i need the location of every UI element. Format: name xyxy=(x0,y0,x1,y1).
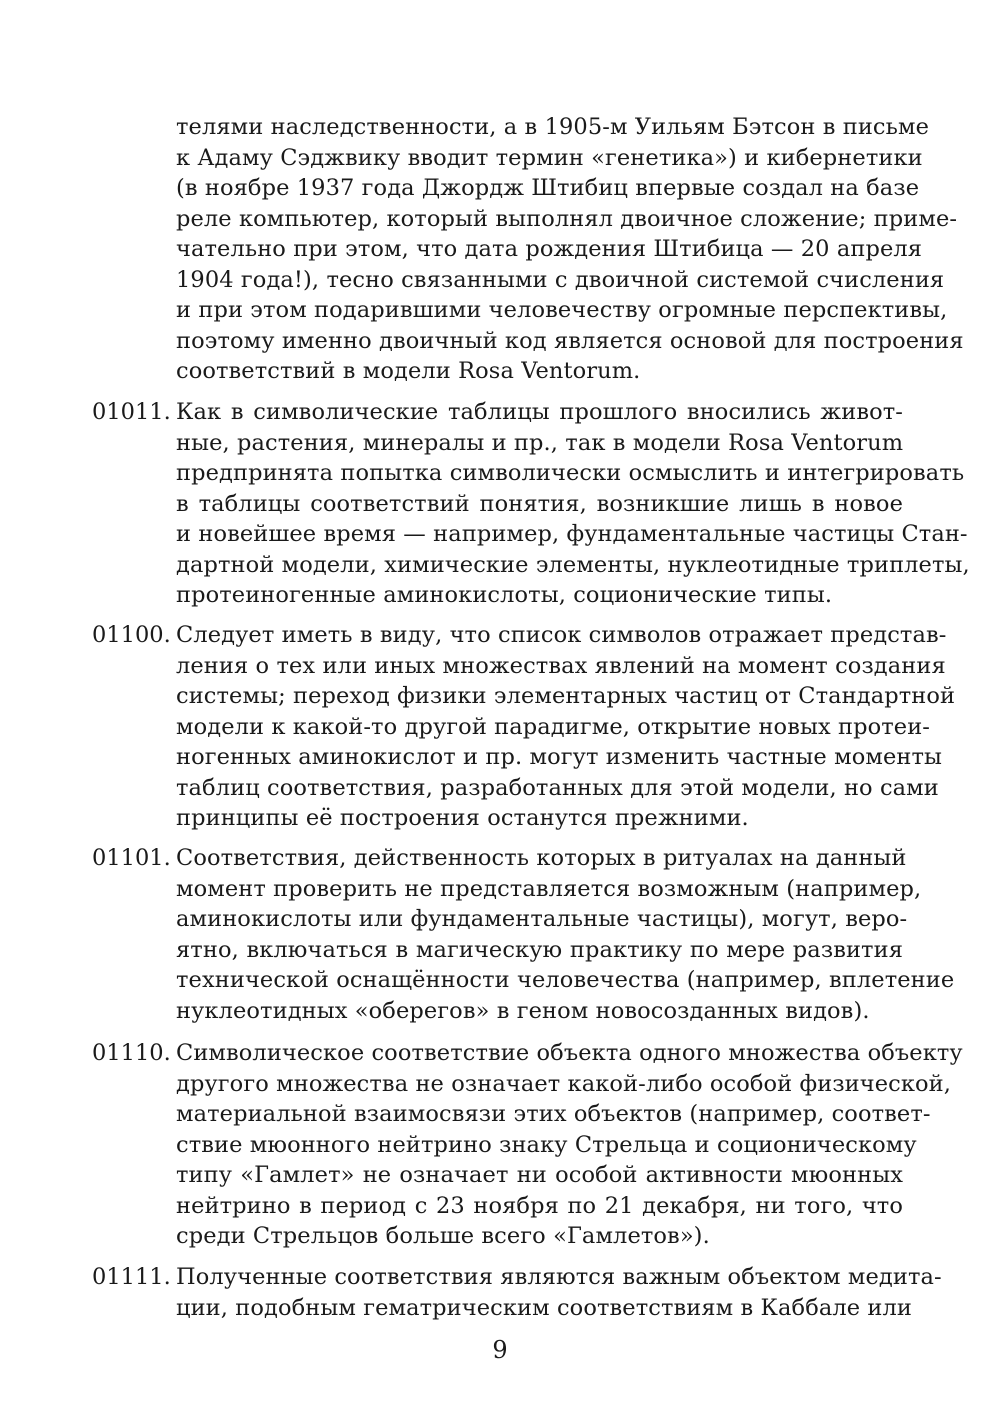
text-line: модели к какой-то другой парадигме, открытие новых протеи- xyxy=(176,713,931,740)
item-number: 01110. xyxy=(92,1040,171,1066)
text-line: среди Стрельцов больше всего «Гамлетов»). xyxy=(176,1223,710,1249)
page-number: 9 xyxy=(492,1336,508,1364)
text-line: и новейшее время — например, фундаментальные частицы Стан- xyxy=(176,521,968,547)
text-line: момент проверить не представляется возможным (например, xyxy=(176,875,922,902)
text-line: типу «Гамлет» не означает ни особой активности мюонных xyxy=(176,1162,903,1188)
text-line: Соответствия, действенность которых в ритуалах на данный xyxy=(176,845,907,871)
numbered-paragraph xyxy=(176,397,970,611)
text-line: ствие мюонного нейтрино знаку Стрельца и соционическому xyxy=(176,1131,917,1158)
text-line: предпринята попытка символически осмыслить и интегрировать xyxy=(176,460,965,486)
text-line: ления о тех или иных множествах явлений на момент создания xyxy=(176,652,946,679)
item-number: 01111. xyxy=(92,1264,171,1290)
numbered-paragraph xyxy=(176,1038,963,1252)
text-line: аминокислоты или фундаментальные частицы), могут, веро- xyxy=(176,906,908,932)
numbered-paragraph xyxy=(176,843,955,1026)
text-line: протеиногенные аминокислоты, соционические типы. xyxy=(176,582,833,608)
text-line: таблиц соответствия, разработанных для этой модели, но сами xyxy=(176,774,939,801)
item-number: 01100. xyxy=(92,622,171,648)
text-line: ции, подобным гематрическим соответствиям в Каббале или xyxy=(176,1294,913,1321)
text-line: материальной взаимосвязи этих объектов (например, соответ- xyxy=(176,1101,931,1127)
item-number: 01101. xyxy=(92,845,171,871)
item-number: 01011. xyxy=(92,399,171,425)
text-line: нуклеотидных «оберегов» в геном новосозданных видов). xyxy=(176,997,870,1024)
text-line: (в ноябре 1937 года Джордж Штибиц впервые создал на базе xyxy=(176,175,920,201)
text-line: чательно при этом, что дата рождения Штибица — 20 апреля xyxy=(176,236,923,262)
text-line: Следует иметь в виду, что список символов отражает представ- xyxy=(176,622,947,648)
intro-paragraph xyxy=(176,112,964,387)
text-line: соответствий в модели Rosa Ventorum. xyxy=(176,358,641,384)
text-line: в таблицы соответствий понятия, возникшие лишь в новое xyxy=(176,490,903,517)
text-line: 1904 года!), тесно связанными с двоичной системой счисления xyxy=(176,266,945,293)
text-line: Полученные соответствия являются важным объектом медита- xyxy=(176,1264,942,1290)
text-line: Символическое соответствие объекта одного множества объекту xyxy=(176,1040,963,1066)
text-line: принципы её построения останутся прежними. xyxy=(176,805,749,831)
text-line: технической оснащённости человечества (например, вплетение xyxy=(176,967,955,993)
text-line: ногенных аминокислот и пр. могут изменить частные моменты xyxy=(176,744,943,770)
text-line: к Адаму Сэджвику вводит термин «генетика») и кибернетики xyxy=(176,144,923,171)
text-line: реле компьютер, который выполнял двоичное сложение; приме- xyxy=(176,205,958,232)
text-line: другого множества не означает какой-либо особой физической, xyxy=(176,1070,952,1097)
text-line: поэтому именно двоичный код является основой для построения xyxy=(176,327,964,354)
text-line: нейтрино в период с 23 ноября по 21 декабря, ни того, что xyxy=(176,1192,903,1219)
text-line: Как в символические таблицы прошлого вносились живот- xyxy=(176,399,903,425)
text-line: и при этом подарившими человечеству огромные перспективы, xyxy=(176,297,948,323)
text-line: дартной модели, химические элементы, нуклеотидные триплеты, xyxy=(176,551,970,578)
numbered-paragraph xyxy=(176,1262,942,1323)
numbered-paragraph xyxy=(176,620,956,834)
text-line: ные, растения, минералы и пр., так в модели Rosa Ventorum xyxy=(176,429,904,456)
text-line: телями наследственности, а в 1905-м Уильям Бэтсон в письме xyxy=(176,114,930,140)
text-line: системы; переход физики элементарных частиц от Стандартной xyxy=(176,683,956,709)
text-line: ятно, включаться в магическую практику по мере развития xyxy=(176,936,903,963)
